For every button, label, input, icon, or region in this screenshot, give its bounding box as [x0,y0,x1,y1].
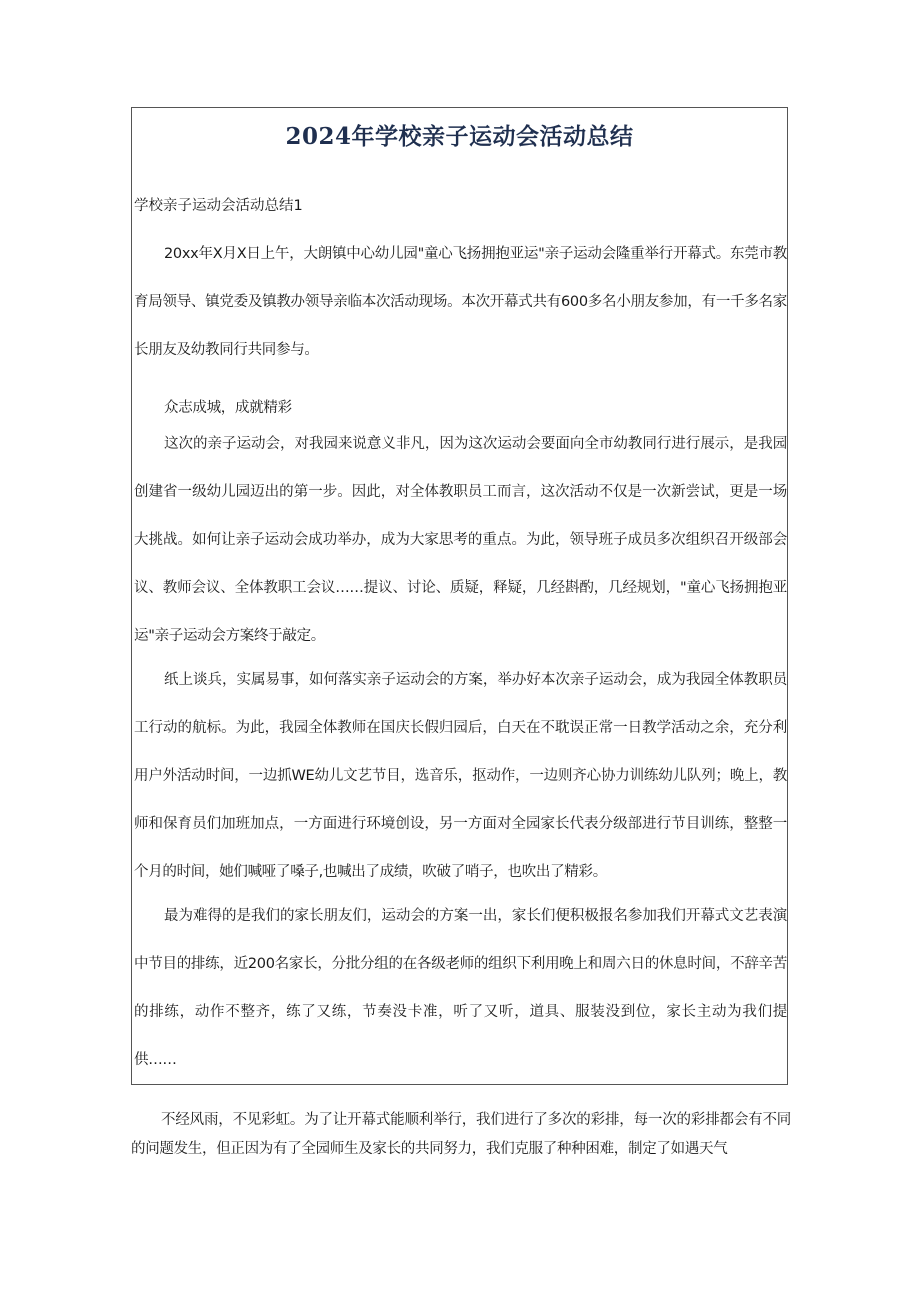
paragraph-1: 20xx年X月X日上午，大朗镇中心幼儿园"童心飞扬拥抱亚运"亲子运动会隆重举行开幕式。东莞市教育局领导、镇党委及镇教办领导亲临本次活动现场。本次开幕式共有600多名小朋友参加，有一千多名家长朋友及幼教同行共同参与。 [134,246,787,358]
paragraph-2: 这次的亲子运动会，对我园来说意义非凡，因为这次运动会要面向全市幼教同行进行展示，是我园创建省一级幼儿园迈出的第一步。因此，对全体教职员工而言，这次活动不仅是一次新尝试，更是一场大挑战。如何让亲子运动会成功举办，成为大家思考的重点。为此，领导班子成员多次组织召开级部会议、教师会议、全体教职工会议……提议、讨论、质疑，释疑，几经斟酌，几经规划，"童心飞扬拥抱亚运"亲子运动会方案终于敲定。 [134,436,787,644]
preview-frame [131,107,788,1085]
paragraph-5: 不经风雨，不见彩虹。为了让开幕式能顺利举行，我们进行了多次的彩排，每一次的彩排都会有不同的问题发生，但正因为有了全园师生及家长的共同努力，我们克服了种种困难，制定了如遇天气 [131,1112,791,1157]
document-title: 2024年学校亲子运动会活动总结 [285,123,634,150]
paragraph-4: 最为难得的是我们的家长朋友们，运动会的方案一出，家长们便积极报名参加我们开幕式文艺表演中节目的排练，近200名家长，分批分组的在各级老师的组织下利用晚上和周六日的休息时间，不辞辛苦的排练，动作不整齐，练了又练，节奏没卡准，听了又听，道具、服装没到位，家长主动为我们提供…… [134,908,787,1068]
subheading-2: 众志成城，成就精彩 [164,400,292,416]
paragraph-3: 纸上谈兵，实属易事，如何落实亲子运动会的方案，举办好本次亲子运动会，成为我园全体教职员工行动的航标。为此，我园全体教师在国庆长假归园后，白天在不耽误正常一日教学活动之余，充分利用户外活动时间，一边抓WE幼儿文艺节目，选音乐，抠动作，一边则齐心协力训练幼儿队列；晚上，教师和保育员们加班加点，一方面进行环境创设，另一方面对全园家长代表分级部进行节目训练，整整一个月的时间，她们喊哑了嗓子,也喊出了成绩，吹破了哨子，也吹出了精彩。 [134,672,787,880]
section-heading: 学校亲子运动会活动总结1 [134,198,303,214]
